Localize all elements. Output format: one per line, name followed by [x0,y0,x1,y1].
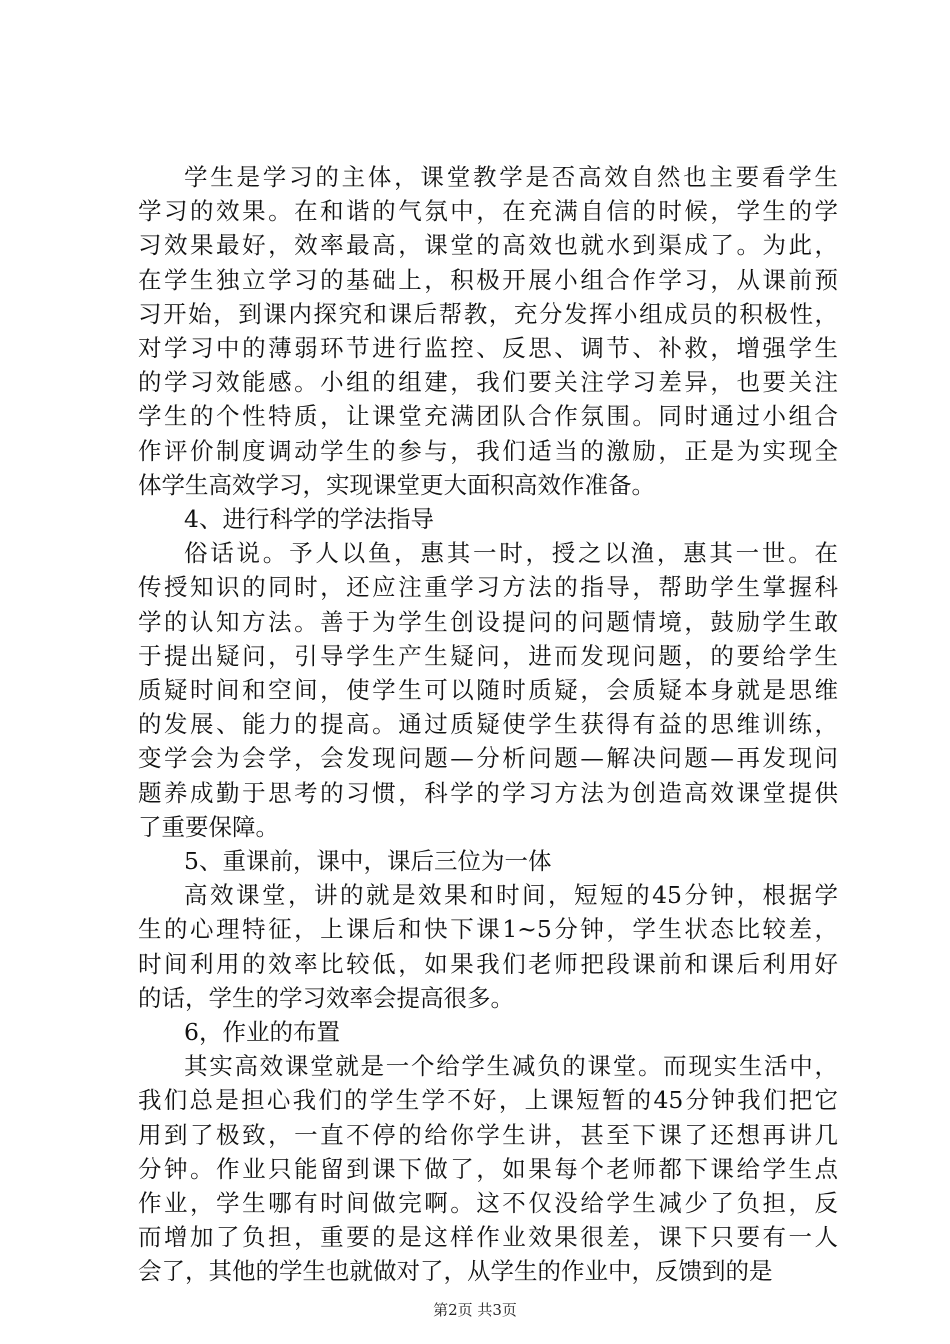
paragraph-line: 的发展、能力的提高。通过质疑使学生获得有益的思维训练， [138,710,838,738]
paragraph-line: 传授知识的同时，还应注重学习方法的指导，帮助学生掌握科 [138,573,838,601]
paragraph-line: 学生是学习的主体，课堂教学是否高效自然也主要看学生 [184,163,838,191]
paragraph-line: 质疑时间和空间，使学生可以随时质疑，会质疑本身就是思维 [138,676,838,704]
paragraph-line: 了重要保障。 [138,813,279,841]
paragraph-line: 变学会为会学，会发现问题—分析问题—解决问题—再发现问 [138,744,838,772]
paragraph-line: 学习的效果。在和谐的气氛中，在充满自信的时候，学生的学 [138,197,838,225]
paragraph-line: 学的认知方法。善于为学生创设提问的问题情境，鼓励学生敢 [138,608,838,636]
paragraph-line: 作业，学生哪有时间做完啊。这不仅没给学生减少了负担，反 [138,1189,838,1217]
paragraph-line: 时间利用的效率比较低，如果我们老师把段课前和课后利用好 [138,950,838,978]
section-heading: 5、重课前，课中，课后三位为一体 [184,847,552,875]
paragraph-line: 的话，学生的学习效率会提高很多。 [138,984,514,1012]
paragraph-line: 其实高效课堂就是一个给学生减负的课堂。而现实生活中， [184,1052,838,1080]
paragraph-line: 于提出疑问，引导学生产生疑问，进而发现问题，的要给学生 [138,642,838,670]
paragraph-line: 作评价制度调动学生的参与，我们适当的激励，正是为实现全 [138,437,838,465]
paragraph-line: 而增加了负担，重要的是这样作业效果很差，课下只要有一人 [138,1223,838,1251]
paragraph-line: 分钟。作业只能留到课下做了，如果每个老师都下课给学生点 [138,1155,838,1183]
paragraph-line: 我们总是担心我们的学生学不好，上课短暂的45分钟我们把它 [138,1086,838,1114]
paragraph-line: 体学生高效学习，实现课堂更大面积高效作准备。 [138,471,655,499]
paragraph-line: 生的心理特征，上课后和快下课1~5分钟，学生状态比较差， [138,915,838,943]
paragraph-line: 习效果最好，效率最高，课堂的高效也就水到渠成了。为此， [138,231,838,259]
paragraph-line: 用到了极致，一直不停的给你学生讲，甚至下课了还想再讲几 [138,1121,838,1149]
section-heading: 6，作业的布置 [184,1018,340,1046]
paragraph-line: 对学习中的薄弱环节进行监控、反思、调节、补救，增强学生 [138,334,838,362]
paragraph-line: 俗话说。予人以鱼，惠其一时，授之以渔，惠其一世。在 [184,539,838,567]
page-footer: 第2页 共3页 [433,1301,517,1319]
paragraph-line: 学生的个性特质，让课堂充满团队合作氛围。同时通过小组合 [138,402,838,430]
paragraph-line: 高效课堂，讲的就是效果和时间，短短的45分钟，根据学 [184,881,838,909]
paragraph-line: 会了，其他的学生也就做对了，从学生的作业中，反馈到的是 [138,1257,773,1285]
section-heading: 4、进行科学的学法指导 [184,505,434,533]
paragraph-line: 习开始，到课内探究和课后帮教，充分发挥小组成员的积极性， [138,300,838,328]
paragraph-line: 题养成勤于思考的习惯，科学的学习方法为创造高效课堂提供 [138,779,838,807]
paragraph-line: 在学生独立学习的基础上，积极开展小组合作学习，从课前预 [138,266,838,294]
paragraph-line: 的学习效能感。小组的组建，我们要关注学习差异，也要关注 [138,368,838,396]
